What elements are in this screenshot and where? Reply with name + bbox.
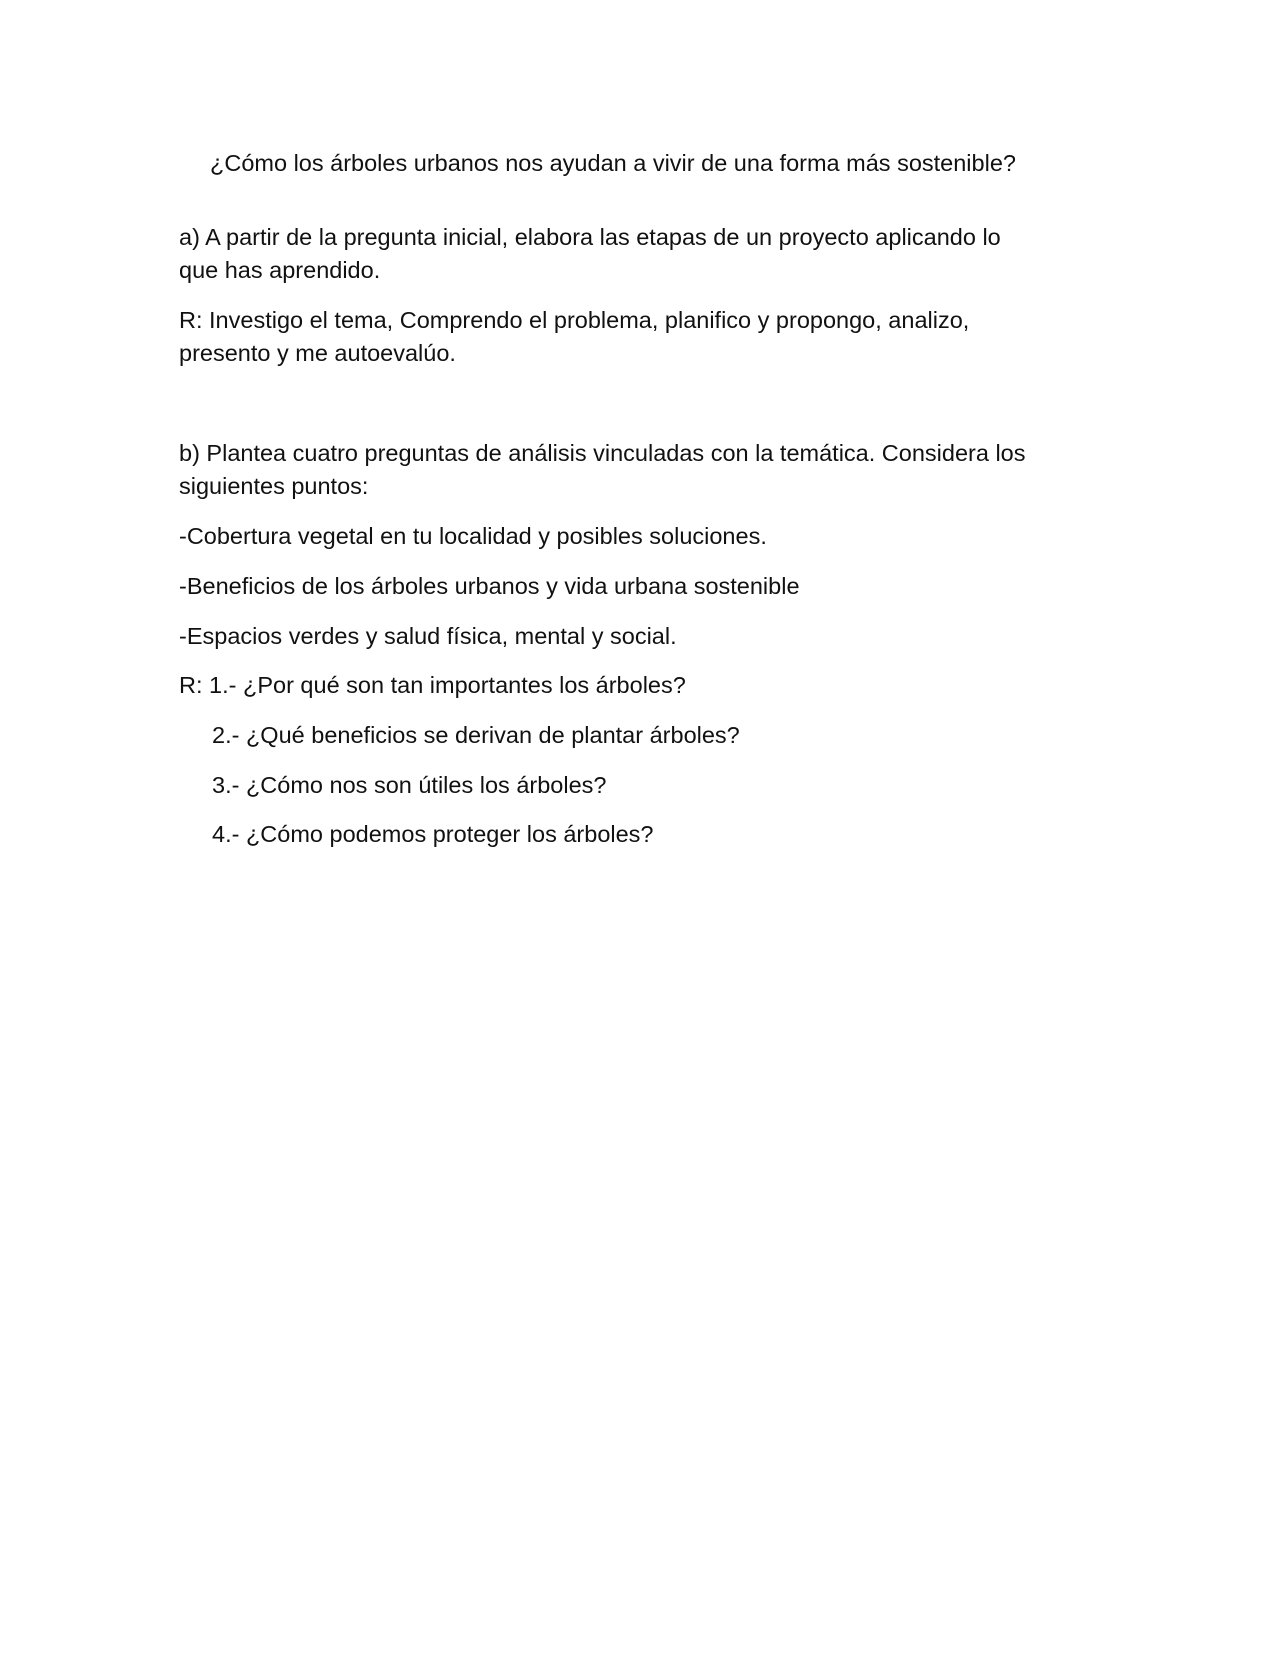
- answer-b-item: 4.- ¿Cómo podemos proteger los árboles?: [212, 821, 654, 847]
- question-b-line-2: siguientes puntos:: [179, 473, 369, 499]
- question-b-line-1: b) Plantea cuatro preguntas de análisis vinculadas con la temática. Considera los: [179, 440, 1026, 466]
- answer-a-line-2: presento y me autoevalúo.: [179, 340, 456, 366]
- answer-b-item: 2.- ¿Qué beneficios se derivan de plantar árboles?: [212, 722, 740, 748]
- point-item: -Espacios verdes y salud física, mental y social.: [179, 623, 677, 649]
- point-item: -Cobertura vegetal en tu localidad y posibles soluciones.: [179, 523, 767, 549]
- question-a-line-2: que has aprendido.: [179, 257, 381, 283]
- question-a-line-1: a) A partir de la pregunta inicial, elabora las etapas de un proyecto aplicando lo: [179, 224, 1001, 250]
- answer-b-item: 3.- ¿Cómo nos son útiles los árboles?: [212, 772, 607, 798]
- document-title: ¿Cómo los árboles urbanos nos ayudan a vivir de una forma más sostenible?: [210, 150, 1016, 176]
- answer-b-item: R: 1.- ¿Por qué son tan importantes los árboles?: [179, 672, 686, 698]
- point-item: -Beneficios de los árboles urbanos y vida urbana sostenible: [179, 573, 800, 599]
- answer-a-line-1: R: Investigo el tema, Comprendo el problema, planifico y propongo, analizo,: [179, 307, 970, 333]
